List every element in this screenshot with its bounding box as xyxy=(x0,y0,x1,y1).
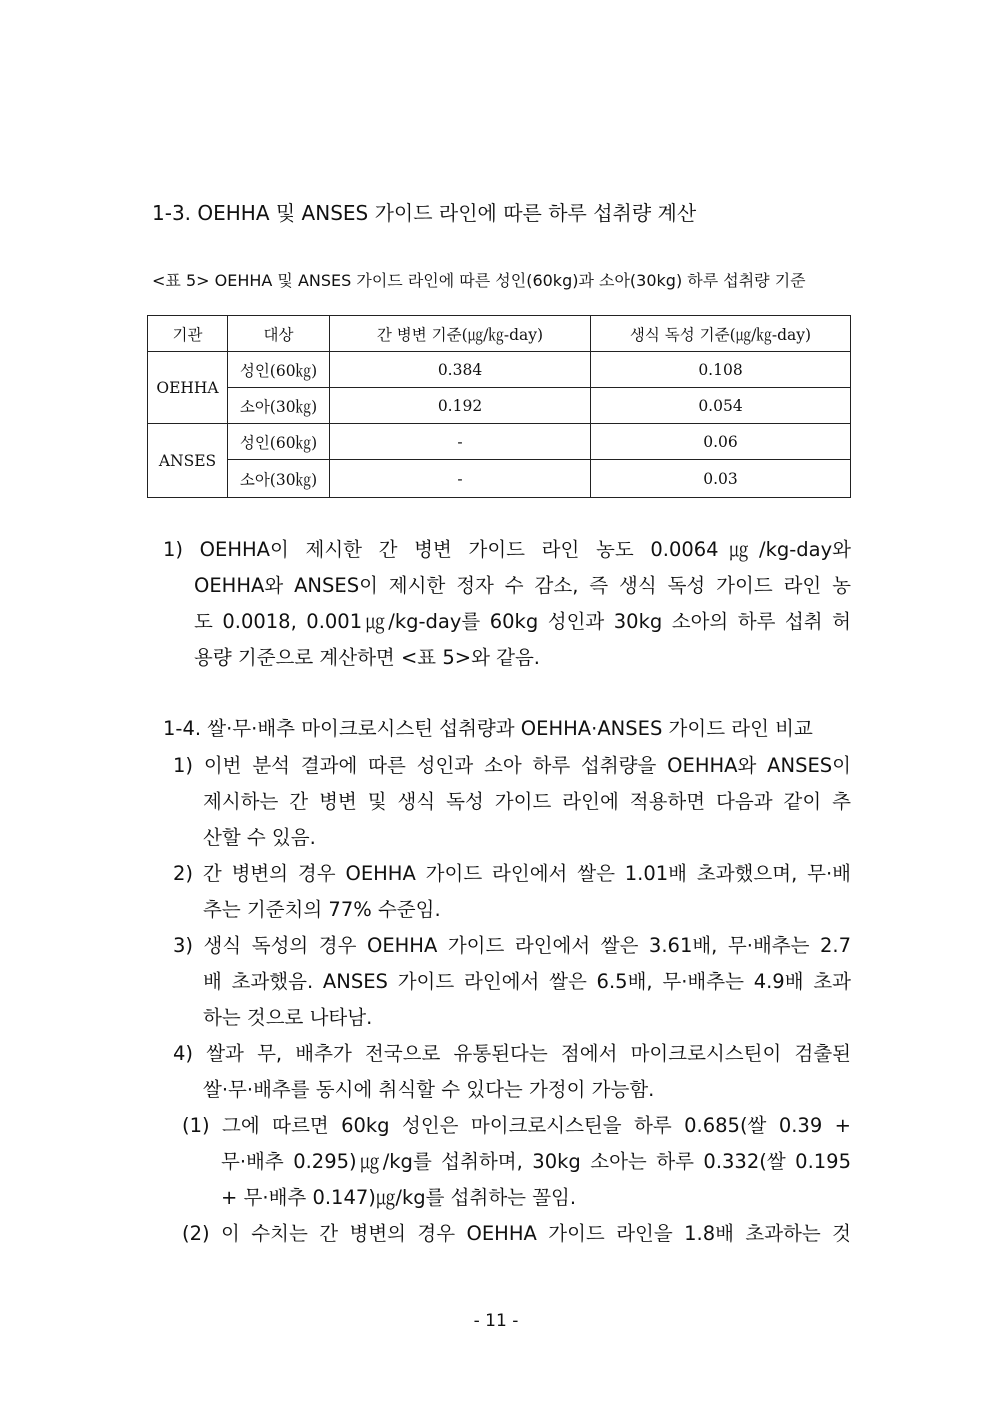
paragraph-line: 하는 것으로 나타남. xyxy=(203,1006,373,1029)
page-number: - 11 - xyxy=(473,1311,519,1331)
paragraph-line: 1) OEHHA이 제시한 간 병변 가이드 라인 농도 0.0064㎍/kg-day와 xyxy=(163,538,851,561)
paragraph-line: 쌀·무·배추를 동시에 취식할 수 있다는 가정이 가능함. xyxy=(203,1078,655,1101)
table-header-row xyxy=(148,316,851,352)
header-target: 대상 xyxy=(228,316,330,352)
header-org: 기관 xyxy=(148,316,228,352)
table-row xyxy=(148,424,851,460)
header-liver: 간 병변 기준(㎍/㎏-day) xyxy=(330,316,591,352)
liver-cell: - xyxy=(330,424,591,460)
paragraph-line: 용량 기준으로 계산하면 <표 5>와 같음. xyxy=(194,646,540,669)
liver-cell: 0.192 xyxy=(330,388,591,424)
header-repro: 생식 독성 기준(㎍/㎏-day) xyxy=(591,316,851,352)
repro-cell: 0.054 xyxy=(591,388,851,424)
table-row xyxy=(148,352,851,388)
intake-table xyxy=(147,315,851,498)
section-heading-1-4: 1-4. 쌀·무·배추 마이크로시스틴 섭취량과 OEHHA·ANSES 가이드 라인 비교 xyxy=(163,717,813,740)
paragraph-line: 산할 수 있음. xyxy=(203,826,316,849)
paragraph-line: OEHHA와 ANSES이 제시한 정자 수 감소, 즉 생식 독성 가이드 라인 농 xyxy=(194,574,851,597)
org-cell: OEHHA xyxy=(148,352,228,424)
liver-cell: 0.384 xyxy=(330,352,591,388)
target-cell: 소아(30㎏) xyxy=(228,460,330,498)
section-heading-1-3: 1-3. OEHHA 및 ANSES 가이드 라인에 따른 하루 섭취량 계산 xyxy=(152,201,697,225)
repro-cell: 0.06 xyxy=(591,424,851,460)
paragraph-line: 배 초과했음. ANSES 가이드 라인에서 쌀은 6.5배, 무·배추는 4.9배 초과 xyxy=(203,970,851,993)
target-cell: 성인(60㎏) xyxy=(228,424,330,460)
paragraph-line: (1) 그에 따르면 60kg 성인은 마이크로시스틴을 하루 0.685(쌀 0.39 + xyxy=(182,1114,851,1137)
table-row xyxy=(148,388,851,424)
paragraph-line: 4) 쌀과 무, 배추가 전국으로 유통된다는 점에서 마이크로시스틴이 검출된 xyxy=(173,1042,851,1065)
paragraph-line: (2) 이 수치는 간 병변의 경우 OEHHA 가이드 라인을 1.8배 초과하는 것 xyxy=(182,1222,851,1245)
paragraph-line: 3) 생식 독성의 경우 OEHHA 가이드 라인에서 쌀은 3.61배, 무·배추는 2.7 xyxy=(173,934,851,957)
repro-cell: 0.108 xyxy=(591,352,851,388)
liver-cell: - xyxy=(330,460,591,498)
table-caption: <표 5> OEHHA 및 ANSES 가이드 라인에 따른 성인(60kg)과 소아(30kg) 하루 섭취량 기준 xyxy=(152,271,806,290)
target-cell: 성인(60㎏) xyxy=(228,352,330,388)
paragraph-line: + 무·배추 0.147)㎍/kg를 섭취하는 꼴임. xyxy=(221,1186,577,1209)
paragraph-line: 도 0.0018, 0.001㎍/kg-day를 60kg 성인과 30kg 소아의 하루 섭취 허 xyxy=(194,610,851,633)
paragraph-line: 제시하는 간 병변 및 생식 독성 가이드 라인에 적용하면 다음과 같이 추 xyxy=(203,790,851,813)
paragraph-line: 1) 이번 분석 결과에 따른 성인과 소아 하루 섭취량을 OEHHA와 ANSES이 xyxy=(173,754,851,777)
repro-cell: 0.03 xyxy=(591,460,851,498)
org-cell: ANSES xyxy=(148,424,228,498)
table-row xyxy=(148,460,851,498)
paragraph-line: 무·배추 0.295)㎍/kg를 섭취하며, 30kg 소아는 하루 0.332(쌀 0.195 xyxy=(221,1150,851,1173)
target-cell: 소아(30㎏) xyxy=(228,388,330,424)
paragraph-line: 추는 기준치의 77% 수준임. xyxy=(203,898,441,921)
paragraph-line: 2) 간 병변의 경우 OEHHA 가이드 라인에서 쌀은 1.01배 초과했으며, 무·배 xyxy=(173,862,851,885)
